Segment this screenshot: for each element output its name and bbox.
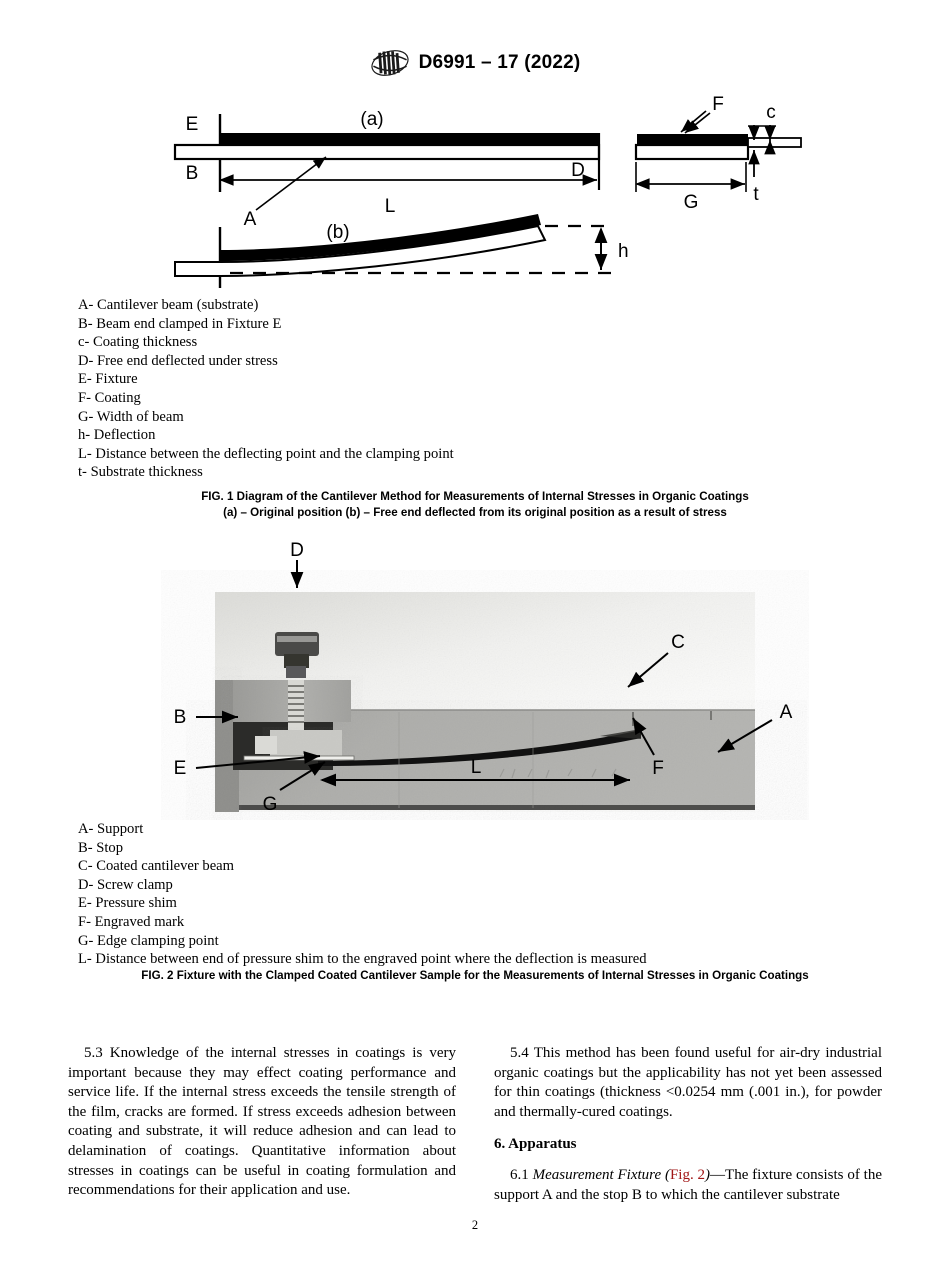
- cross-section-coating: [637, 134, 748, 145]
- figure1-label-h: h: [618, 241, 629, 262]
- figure1-label-c: c: [766, 102, 776, 123]
- figure2-label-E: E: [173, 758, 187, 779]
- figure2-label-G: G: [262, 794, 278, 815]
- figure2-label-B: B: [173, 707, 187, 728]
- page-number: 2: [471, 1218, 479, 1232]
- legend-item: L- Distance between end of pressure shim to the engraved point where the deflection is measured: [78, 951, 647, 968]
- cross-section-substrate: [636, 145, 748, 159]
- legend-item: B- Stop: [78, 839, 124, 856]
- body-text-columns: [68, 1044, 882, 1205]
- figure2-label-A: A: [779, 702, 793, 723]
- leader-line-A: [256, 157, 326, 210]
- figure2-label-F: F: [652, 758, 664, 779]
- figure1-label-a: (a): [360, 109, 384, 130]
- figure2-label-L: L: [470, 757, 482, 778]
- legend-item: t- Substrate thickness: [78, 464, 203, 481]
- legend-item: G- Width of beam: [78, 408, 184, 425]
- figure1-label-F: F: [712, 94, 724, 115]
- legend-item: F- Engraved mark: [78, 913, 185, 930]
- figure1-label-E: E: [185, 114, 199, 135]
- legend-item: E- Pressure shim: [78, 895, 177, 912]
- section-6-heading: 6. Apparatus: [494, 1136, 577, 1153]
- paragraph-6-1-rest: —The fixture consists of the support A and the stop B to which the cantilever substrate: [494, 1166, 882, 1203]
- document-header: [0, 48, 950, 78]
- figure-1-caption: [0, 489, 950, 520]
- figure-2-legend: [78, 820, 647, 969]
- legend-item: B- Beam end clamped in Fixture E: [78, 315, 282, 332]
- figure1-label-B: B: [185, 163, 199, 184]
- legend-item: D- Screw clamp: [78, 876, 173, 893]
- figure2-label-D: D: [290, 540, 304, 561]
- figure-1-caption-line-2: (a) – Original position (b) – Free end deflected from its original position as a result of stress: [223, 505, 727, 519]
- cross-section-edge-detail: [748, 138, 801, 147]
- figure-2-caption-line-1: FIG. 2 Fixture with the Clamped Coated Cantilever Sample for the Measurements of Internal Stresses in Organic Coatings: [141, 969, 809, 982]
- figure-1-svg: [0, 92, 950, 292]
- figure1-label-t: t: [753, 184, 759, 205]
- legend-item: D- Free end deflected under stress: [78, 352, 278, 369]
- figure-2-photograph: [0, 540, 950, 820]
- figure-2-svg: [0, 540, 950, 820]
- figure-1-diagram: [0, 92, 950, 292]
- legend-item: L- Distance between the deflecting point and the clamping point: [78, 445, 454, 462]
- paragraph-6-1-italic-lead: Measurement Fixture (: [532, 1166, 670, 1183]
- astm-logo-icon: [370, 48, 410, 78]
- figure1-label-A: A: [243, 209, 257, 230]
- right-text-column: [494, 1044, 882, 1205]
- left-text-column: [68, 1044, 456, 1205]
- leader-line-F: [681, 111, 706, 132]
- legend-item: A- Cantilever beam (substrate): [78, 297, 259, 313]
- figure-1-caption-line-1: FIG. 1 Diagram of the Cantilever Method for Measurements of Internal Stresses in Organic Coatings: [201, 490, 749, 503]
- paragraph-5-4: 5.4 This method has been found useful for air-dry industrial organic coatings but the applicability has not yet been assessed for thin coatings (thickness <0.0254 mm (.001 in.), for powder and thermally-cured coatings.: [494, 1045, 882, 1120]
- figure-reference-link[interactable]: Fig. 2: [669, 1166, 706, 1183]
- figure1-label-G: G: [683, 192, 699, 213]
- legend-item: c- Coating thickness: [78, 334, 198, 351]
- figure-1-legend: [78, 296, 454, 482]
- legend-item: C- Coated cantilever beam: [78, 858, 235, 875]
- paragraph-5-3: 5.3 Knowledge of the internal stresses in coatings is very important because they may effect coating performance and service life. If the internal stress exceeds the tensile strength of the film, cracks are formed. If stress exceeds adhesion between coating and substrate, it will reduce adhesion and can lead to delamination of coatings. Quantitative information about stresses in coatings can be useful in coating formulation and recommendations for their application and use.: [68, 1045, 456, 1199]
- legend-item: F- Coating: [78, 389, 141, 406]
- paragraph-6-1-italic-close: ): [705, 1166, 711, 1183]
- figure1-label-b: (b): [326, 222, 350, 243]
- substrate-bar-a: [175, 145, 599, 159]
- figure1-label-D: D: [571, 160, 585, 181]
- legend-item: G- Edge clamping point: [78, 932, 219, 949]
- figure-2-caption: [0, 968, 950, 984]
- document-designation: D6991 – 17 (2022): [418, 52, 581, 73]
- paragraph-6-1: [494, 1166, 882, 1205]
- legend-item: A- Support: [78, 821, 144, 837]
- photo-screw-head: [275, 632, 319, 656]
- legend-item: h- Deflection: [78, 427, 156, 444]
- legend-item: E- Fixture: [78, 371, 138, 388]
- figure1-label-L: L: [384, 196, 396, 217]
- paragraph-6-1-number: 6.1: [510, 1166, 533, 1183]
- figure2-label-C: C: [671, 632, 685, 653]
- coating-bar-a: [220, 133, 599, 145]
- leader-line-F-main: [685, 113, 710, 133]
